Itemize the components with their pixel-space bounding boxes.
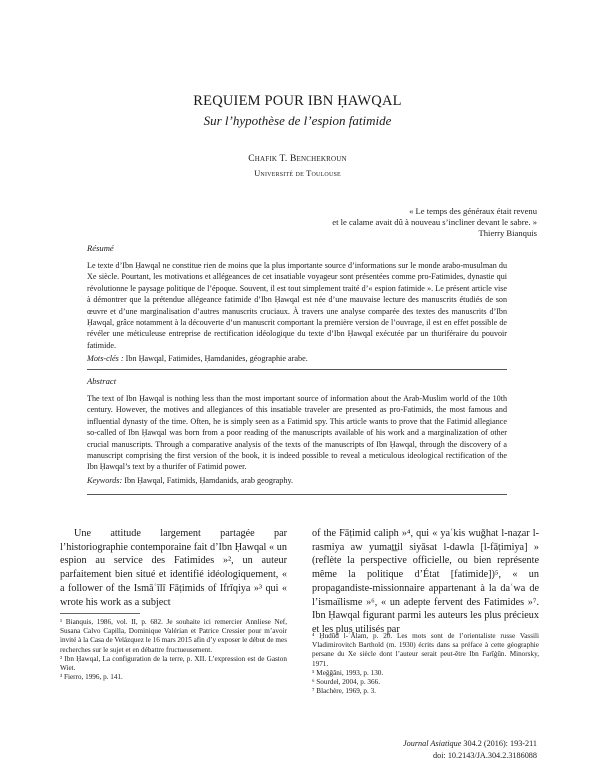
footnote-5: ⁵ Meǧǧāni, 1993, p. 130. [312,668,384,677]
abstract-heading: Abstract [87,376,117,386]
resume-keywords-label: Mots-clés : [87,354,124,363]
resume-keywords [87,354,507,363]
journal-doi: doi: 10.2143/JA.304.2.3186088 [433,751,537,760]
abstract-keywords-text: Ibn Ḥawqal, Fatimids, Ḥamdanids, arab geography. [124,476,294,485]
footnote-rule [60,613,140,614]
abstract-keywords [87,476,507,485]
epigraph [117,206,537,240]
resume-keywords-text: Ibn Ḥawqal, Fatimides, Ḥamdanides, géographie arabe. [125,354,308,363]
author-affiliation: Université de Toulouse [254,168,341,178]
resume-text: Le texte d’Ibn Ḥawqal ne constitue rien de moins que la plus importante source d’informations sur le monde arabo-musulman du Xe siècle. Pourtant, les motivations et allégeances de cet insatiable voyageur sont présentées comme pro-Fatimides, dynastie qui révolutionne le paysage politique de l’époque. Souvent, il est tout simplement traité d’« espion fatimide ». Le présent article vise à démontrer que la prétendue allégeance fatimide d’Ibn Ḥawqal est née d’une mauvaise lecture des manuscrits étudiés de son œuvre et d’une marginalisation d’autres manuscrits cruciaux. À travers une analyse comparée des textes des manuscrits d’Ibn Ḥawqal, grâce notamment à la découverte d’un manuscrit comportant la première version de l’ouvrage, il est en effet possible de révéler une méticuleuse entreprise de rectification idéologique du texte d’Ibn Ḥawqal exécutée par un thuriféraire du pouvoir fatimide. [87,261,507,350]
article-title: REQUIEM POUR IBN ḤAWQAL [193,93,402,109]
body-column-left: Une attitude largement partagée par l’historiographie contemporaine fait d’Ibn Ḥawqal « un espion au service des Fatimides »², un auteur parfaitement bien situé et identifié idéologiquement, « a follower of the Ismāʿīlī Fāṭimids of Ifrīqiya »³ qui « wrote his work as a subject [60,528,287,608]
journal-info [403,738,537,762]
epigraph-attribution: Thierry Bianquis [478,228,537,239]
epigraph-line-1: « Le temps des généraux était revenu [409,206,537,216]
footnotes-right [312,632,539,696]
abstract-text: The text of Ibn Ḥawqal is nothing less than the most important source of information about the Arab-Muslim world of the 10th century. However, the motives and allegiances of this insatiable traveler are presented as pro-Fatimids, the most famous and influential dynasty of the time. Often, he is simply seen as a Fatimid spy. This article wants to prove that the Fatimid allegiance so-called of Ibn Ḥawqal was born from a poor reading of the manuscripts available of his work and a marginalization of other crucial manuscripts. Through a comparative analysis of the texts of the manuscripts of Ibn Ḥawqal, through the discovery of a manuscript comprising the first version of the book, it is indeed possible to reveal a meticulous ideological rectification of the Ibn Ḥawqal’s text by a thurifer of Fatimid power. [87,394,507,472]
article-subtitle: Sur l’hypothèse de l’espion fatimide [203,113,392,128]
footnote-6: ⁶ Sourdel, 2004, p. 366. [312,678,380,687]
footnote-3: ³ Fierro, 1996, p. 141. [60,673,123,682]
footnote-7: ⁷ Blachère, 1969, p. 3. [312,687,376,696]
footnotes-left [60,618,287,682]
resume-heading: Résumé [87,243,114,253]
section-divider [87,369,507,370]
footnote-1: ¹ Bianquis, 1986, vol. II, p. 682. Je souhaite ici remercier Annliese Nef, Susana Calvo Capilla, Dominique Valérian et Patrice Cressier pour m’avoir invité à la Casa de Velázquez le 16 mars 2015 afin d’y exposer le début de mes recherches sur le sujet et en débattre fructueusement. [60,618,287,654]
footnote-2: ² Ibn Ḥawqal, La configuration de la terre, p. XII. L’expression est de Gaston Wiet. [60,654,287,673]
epigraph-line-2: et le calame avait dû à nouveau s’incliner devant le sabre. » [332,217,537,228]
journal-name: Journal Asiatique [403,739,462,748]
body-column-right: of the Fāṭimid caliph »⁴, qui « yaʿkis wuǧhat l-naẓar l-rasmiya aw yumaṯṯil siyāsat l-dawla [l-fāṭimiya] » (reflète la perspective officielle, ou bien représente même la politique d’État [fatimide])⁵, « un propagandiste-missionnaire appartenant à la daʿwa de l’ismaïlisme »⁶, « un adepte fervent des Fatimides »⁷. Ibn Ḥawqal figurant parmi les auteurs les plus précieux et les plus utilisés par [312,528,539,635]
abstract-keywords-label: Keywords: [87,476,123,485]
section-divider [87,494,507,495]
journal-issue: 304.2 (2016): 193-211 [463,739,537,748]
footnote-4: ⁴ Ḥudūd l-ʿĀlam, p. 20. Les mots sont de l’orientaliste russe Vassili Vladimirovitch Barthold (m. 1930) écrits dans sa préface à cette géographie persane du Xe siècle dont l’auteur serait peut-être Ibn Farīġūn. Minorsky, 1971. [312,632,539,668]
author-name: Chafik T. Benchekroun [248,154,347,164]
